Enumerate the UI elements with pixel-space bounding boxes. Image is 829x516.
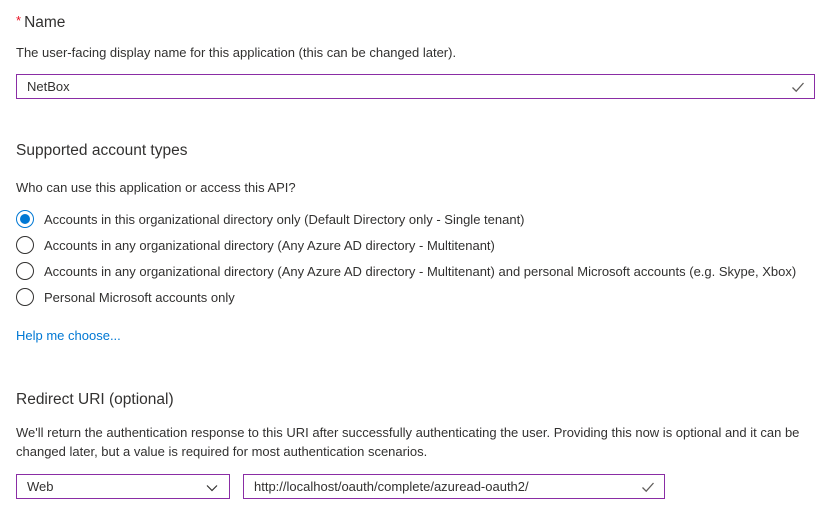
radio-unselected-icon: [16, 262, 34, 280]
account-types-heading: Supported account types: [16, 142, 188, 159]
redirect-uri-description: [16, 423, 816, 461]
radio-single-tenant[interactable]: [16, 206, 796, 232]
platform-select[interactable]: [16, 474, 230, 499]
radio-label: Accounts in any organizational directory (Any Azure AD directory - Multitenant): [44, 237, 495, 253]
redirect-uri-heading: Redirect URI (optional): [16, 391, 174, 408]
help-me-choose-link[interactable]: Help me choose...: [16, 328, 121, 343]
radio-unselected-icon: [16, 288, 34, 306]
chevron-down-icon: [205, 481, 219, 495]
name-heading-label: Name: [24, 14, 66, 31]
redirect-description-line1: We'll return the authentication response to this URI after successfully authenticating the user. Providing this now is optional and it can be: [16, 425, 800, 440]
name-section-heading: [16, 11, 65, 33]
account-types-question: Who can use this application or access this API?: [16, 180, 296, 195]
redirect-uri-input-value: http://localhost/oauth/complete/azuread-oauth2/: [254, 479, 529, 494]
required-asterisk: *: [16, 13, 22, 28]
name-input-value: NetBox: [27, 79, 70, 94]
account-type-radio-group: [16, 206, 796, 310]
platform-select-value: Web: [27, 479, 54, 494]
radio-unselected-icon: [16, 236, 34, 254]
redirect-uri-input[interactable]: [243, 474, 665, 499]
radio-label: Personal Microsoft accounts only: [44, 289, 235, 305]
redirect-description-line2: changed later, but a value is required for most authentication scenarios.: [16, 444, 428, 459]
check-icon: [640, 479, 656, 495]
check-icon: [790, 79, 806, 95]
radio-personal-only[interactable]: [16, 284, 796, 310]
radio-multitenant[interactable]: [16, 232, 796, 258]
name-description: The user-facing display name for this application (this can be changed later).: [16, 45, 457, 60]
name-input[interactable]: [16, 74, 815, 99]
radio-selected-icon: [16, 210, 34, 228]
radio-label: Accounts in this organizational directory only (Default Directory only - Single tenant): [44, 211, 525, 227]
radio-label: Accounts in any organizational directory (Any Azure AD directory - Multitenant) and personal Microsoft accounts (e.g. Skype, Xbox): [44, 263, 797, 279]
radio-multitenant-personal[interactable]: [16, 258, 796, 284]
